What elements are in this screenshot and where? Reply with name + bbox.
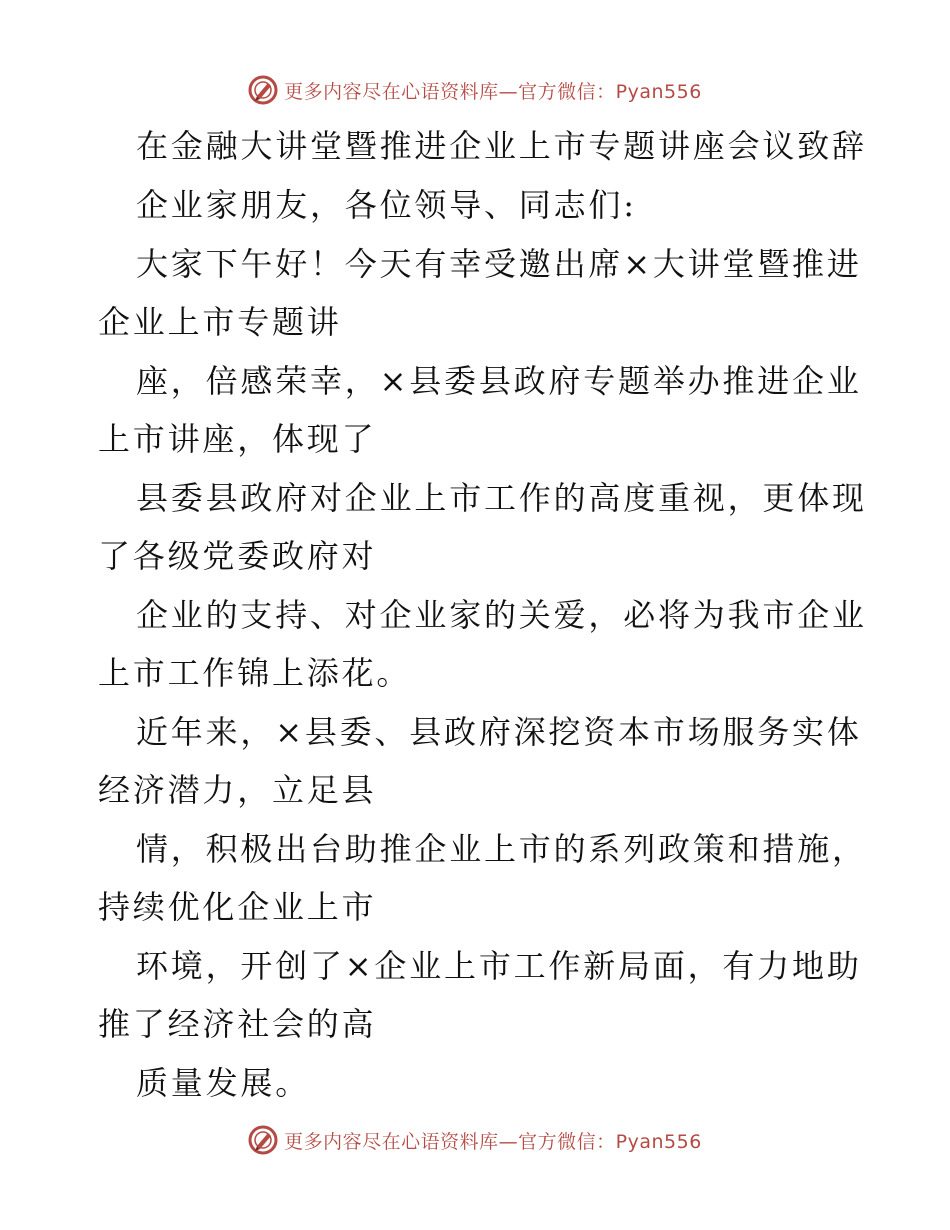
text-line: 环境，开创了×企业上市工作新局面，有力地助 bbox=[136, 947, 862, 985]
text-line: 上市工作锦上添花。 bbox=[98, 654, 412, 692]
text-line: 企业的支持、对企业家的关爱，必将为我市企业 bbox=[136, 596, 867, 634]
text-line: 县委县政府对企业上市工作的高度重视，更体现 bbox=[136, 479, 867, 517]
pen-seal-icon bbox=[248, 1125, 278, 1155]
text-line: 经济潜力，立足县 bbox=[98, 771, 377, 809]
document-title: 在金融大讲堂暨推进企业上市专题讲座会议致辞 bbox=[136, 127, 867, 165]
text-line: 座，倍感荣幸，×县委县政府专题举办推进企业 bbox=[136, 362, 862, 400]
text-line: 推了经济社会的高 bbox=[98, 1005, 377, 1043]
text-line: 企业上市专题讲 bbox=[98, 303, 342, 341]
text-line: 企业家朋友，各位领导、同志们: bbox=[136, 186, 637, 224]
text-line: 了各级党委政府对 bbox=[98, 537, 377, 575]
text-line: 大家下午好！今天有幸受邀出席×大讲堂暨推进 bbox=[136, 245, 862, 283]
text-line: 质量发展。 bbox=[136, 1064, 311, 1102]
text-line: 上市讲座，体现了 bbox=[98, 420, 377, 458]
text-line: 持续优化企业上市 bbox=[98, 888, 377, 926]
footer-banner bbox=[0, 1120, 950, 1160]
text-line: 情，积极出台助推企业上市的系列政策和措施， bbox=[136, 830, 867, 868]
text-line: 近年来，×县委、县政府深挖资本市场服务实体 bbox=[136, 713, 862, 751]
banner-text: 更多内容尽在心语资料库—官方微信：Pyan556 bbox=[284, 1130, 702, 1153]
banner-text: 更多内容尽在心语资料库—官方微信：Pyan556 bbox=[284, 80, 702, 103]
